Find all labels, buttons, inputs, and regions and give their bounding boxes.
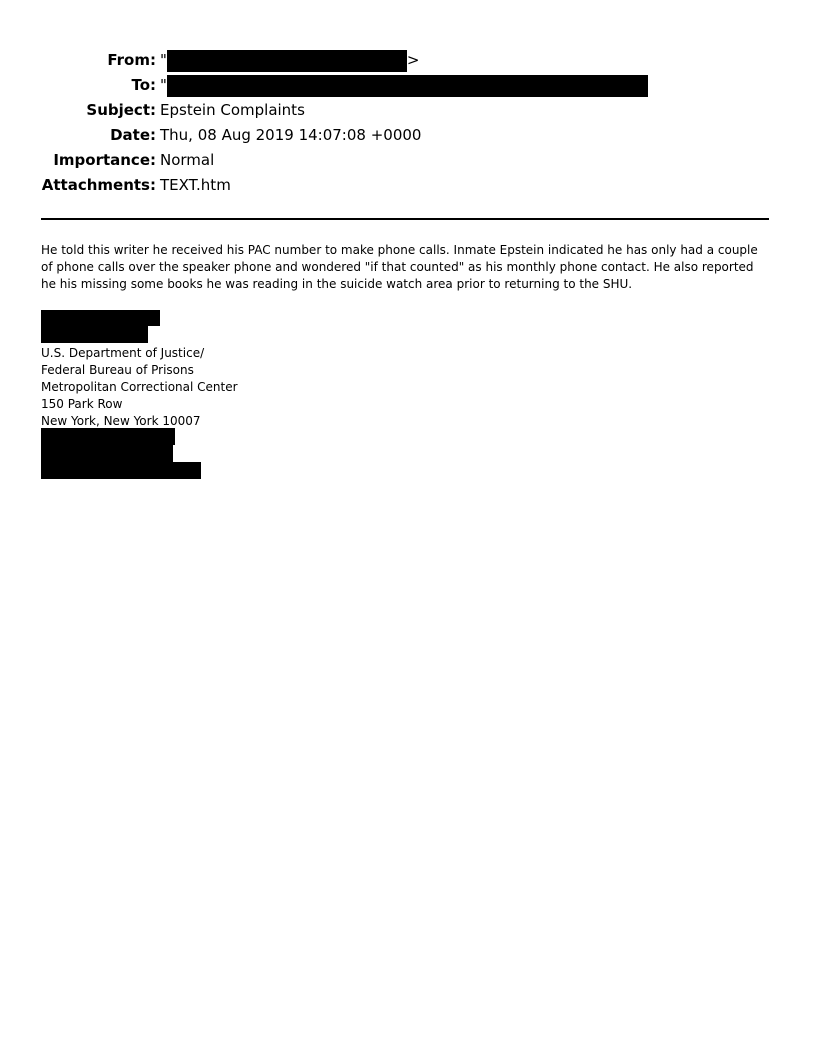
email-body: He told this writer he received his PAC number to make phone calls. Inmate Epstein indicated he has only had a couple of phone calls over the speaker phone and wondered "if that counted" as his monthly phone contact. He also reported he his missing some books he was reading in the suicide watch area prior to returning to the SHU. <box>41 243 758 291</box>
importance-value: Normal <box>160 151 215 169</box>
attachments-row <box>0 173 816 198</box>
importance-row <box>0 148 816 173</box>
signature-line-department: U.S. Department of Justice/ <box>41 346 205 360</box>
from-suffix: > <box>406 51 420 69</box>
email-header <box>0 48 816 198</box>
importance-label: Importance: <box>53 151 156 169</box>
signature-line-city: New York, New York 10007 <box>41 414 201 428</box>
to-value <box>160 73 648 98</box>
signature-contact-redaction-2 <box>41 445 173 462</box>
attachments-value: TEXT.htm <box>160 176 231 194</box>
to-row <box>0 73 816 98</box>
date-label: Date: <box>110 126 156 144</box>
from-row <box>0 48 816 73</box>
signature-line-bureau: Federal Bureau of Prisons <box>41 363 194 377</box>
subject-value: Epstein Complaints <box>160 101 305 119</box>
signature-contact-redaction-3 <box>41 462 201 479</box>
to-quote: " <box>160 76 167 94</box>
to-label: To: <box>131 76 156 94</box>
attachments-label: Attachments: <box>41 176 156 194</box>
signature-block <box>41 345 238 430</box>
subject-label: Subject: <box>86 101 156 119</box>
signature-name-redaction <box>41 310 160 326</box>
signature-line-facility: Metropolitan Correctional Center <box>41 380 238 394</box>
to-redaction <box>167 75 648 97</box>
signature-contact-redaction-1 <box>41 428 175 445</box>
date-value: Thu, 08 Aug 2019 14:07:08 +0000 <box>160 126 422 144</box>
signature-title-redaction <box>41 326 148 343</box>
from-quote: " <box>160 51 167 69</box>
from-value <box>160 48 419 73</box>
signature-line-street: 150 Park Row <box>41 397 123 411</box>
from-redaction <box>167 50 407 72</box>
subject-row <box>0 98 816 123</box>
header-divider <box>41 218 769 220</box>
date-row <box>0 123 816 148</box>
from-label: From: <box>107 51 156 69</box>
